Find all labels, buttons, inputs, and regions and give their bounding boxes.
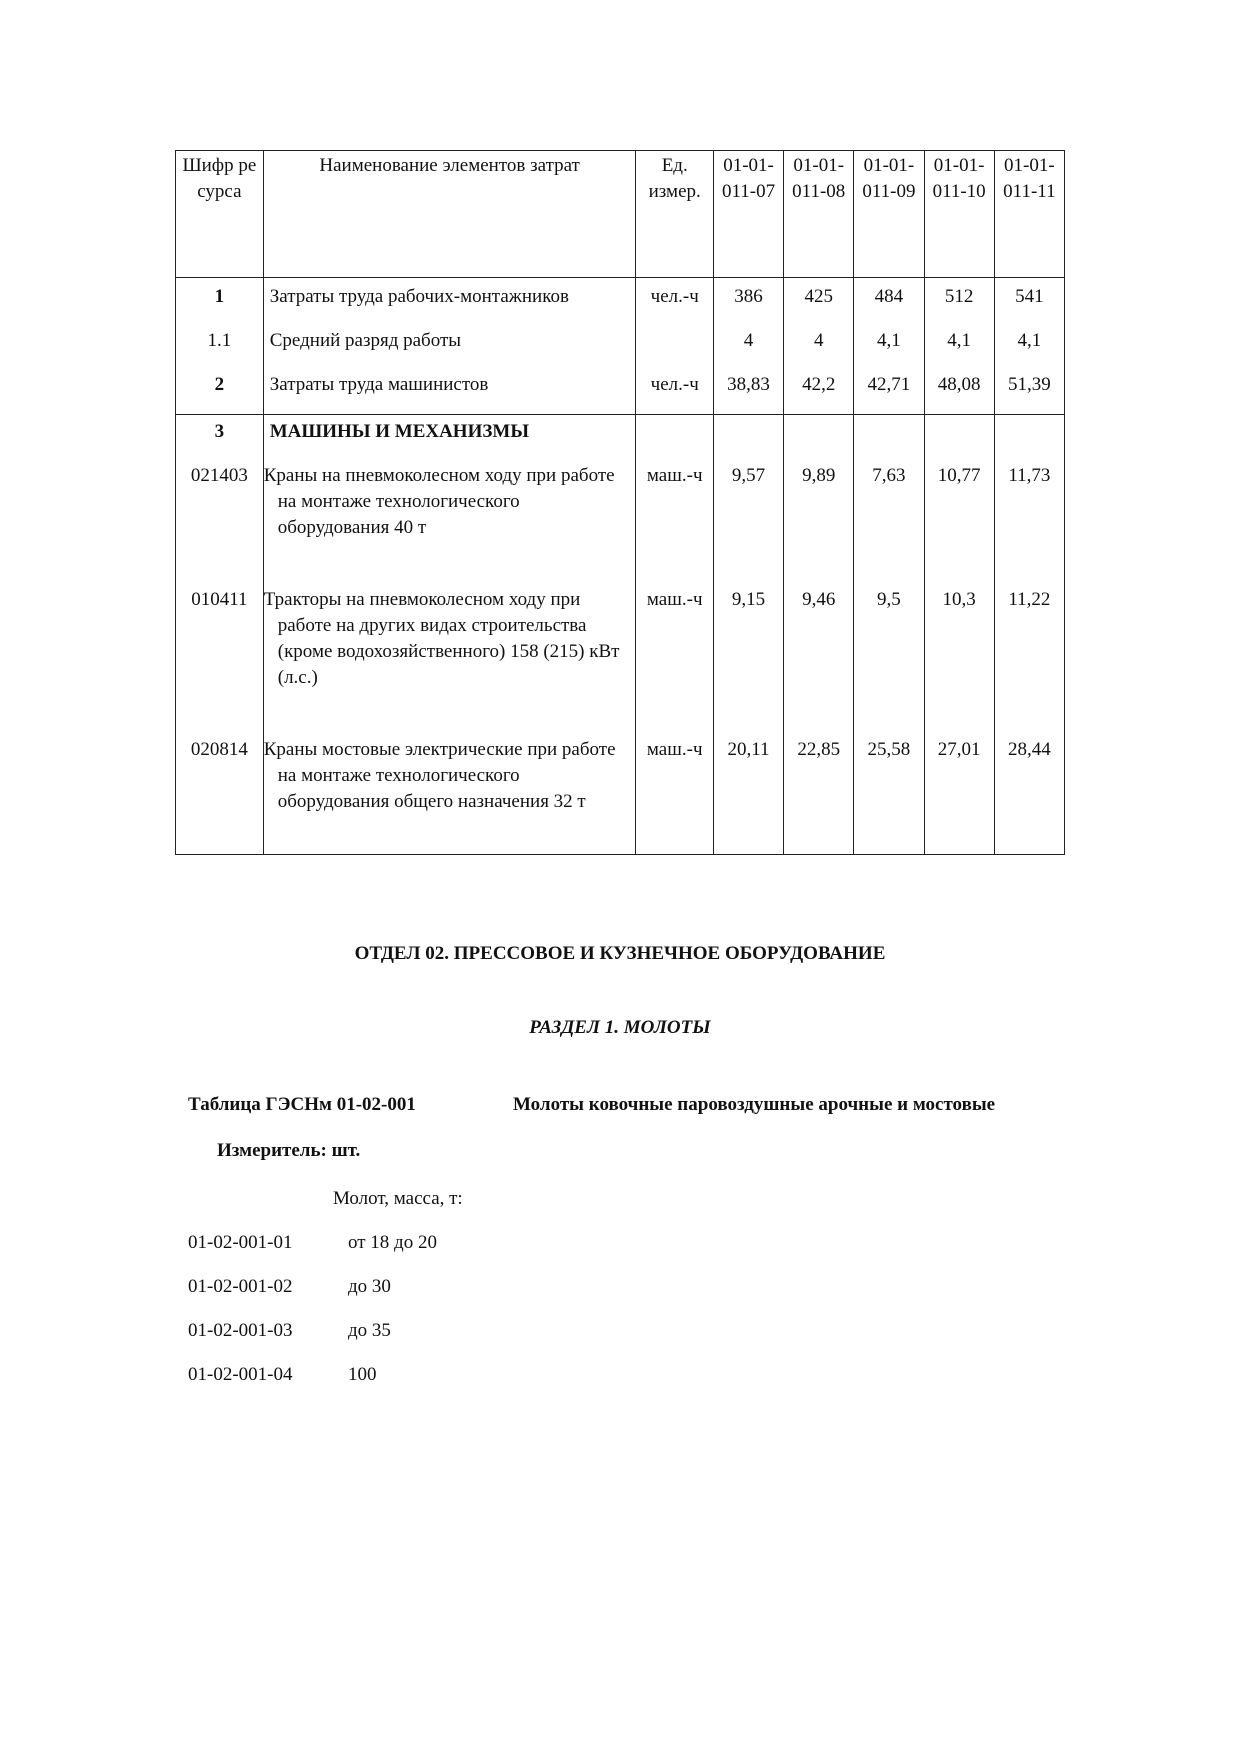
row-value: 9,15 — [713, 579, 783, 729]
row-name: Затраты труда рабочих-монтажников — [263, 278, 636, 322]
row-value: 7,63 — [854, 455, 924, 579]
row-unit: маш.-ч — [636, 729, 713, 855]
row-name: Краны на пневмоколесном ходу при работе на монтаже технологического оборудования 40 т — [263, 455, 636, 579]
item-code: 01-02-001-03 — [188, 1320, 293, 1341]
table-row — [176, 455, 1065, 579]
item-value: до 35 — [348, 1320, 391, 1341]
header-name: Наименование элементов затрат — [263, 151, 636, 278]
row-unit: чел.-ч — [636, 278, 713, 322]
row-unit: маш.-ч — [636, 579, 713, 729]
list-item — [188, 1232, 437, 1276]
row-code: 1.1 — [176, 322, 264, 366]
department-title: ОТДЕЛ 02. ПРЕССОВОЕ И КУЗНЕЧНОЕ ОБОРУДОВАНИЕ — [354, 943, 886, 964]
row-code: 020814 — [176, 729, 264, 855]
row-value — [784, 415, 854, 455]
row-value: 11,73 — [994, 455, 1064, 579]
item-code: 01-02-001-02 — [188, 1276, 293, 1297]
row-value: 25,58 — [854, 729, 924, 855]
list-item — [188, 1276, 391, 1320]
norm-table-heading — [188, 1094, 996, 1116]
row-value: 4 — [713, 322, 783, 366]
list-item — [188, 1320, 391, 1364]
row-code: 1 — [176, 278, 264, 322]
header-col-3: 01-01-011-09 — [854, 151, 924, 278]
row-code: 021403 — [176, 455, 264, 579]
row-value: 386 — [713, 278, 783, 322]
row-code: 2 — [176, 366, 264, 415]
table-row — [176, 729, 1065, 855]
row-value: 27,01 — [924, 729, 994, 855]
row-code: 010411 — [176, 579, 264, 729]
row-name: Затраты труда машинистов — [263, 366, 636, 415]
header-col-1: 01-01-011-07 — [713, 151, 783, 278]
item-value: до 30 — [348, 1276, 391, 1297]
parameter-label: Молот, масса, т: — [333, 1188, 463, 1209]
norm-table-label: Таблица ГЭСНм 01-02-001 — [188, 1094, 416, 1115]
row-value: 4,1 — [994, 322, 1064, 366]
row-value: 512 — [924, 278, 994, 322]
table-row — [176, 366, 1065, 415]
item-value: 100 — [348, 1364, 377, 1385]
row-value: 42,2 — [784, 366, 854, 415]
row-unit: чел.-ч — [636, 366, 713, 415]
row-value: 9,89 — [784, 455, 854, 579]
item-value: от 18 до 20 — [348, 1232, 437, 1253]
table-row — [176, 278, 1065, 322]
row-name: Тракторы на пневмоколесном ходу при работе на других видах строительства (кроме водохозяйственного) 158 (215) кВт (л.с.) — [263, 579, 636, 729]
row-value: 484 — [854, 278, 924, 322]
row-value: 4,1 — [924, 322, 994, 366]
row-name: МАШИНЫ И МЕХАНИЗМЫ — [263, 415, 636, 455]
row-name: Краны мостовые электрические при работе на монтаже технологического оборудования общего назначения 32 т — [263, 729, 636, 855]
row-unit — [636, 415, 713, 455]
row-value: 9,46 — [784, 579, 854, 729]
row-value: 4 — [784, 322, 854, 366]
row-value: 4,1 — [854, 322, 924, 366]
row-value — [924, 415, 994, 455]
row-value: 10,3 — [924, 579, 994, 729]
row-value: 9,57 — [713, 455, 783, 579]
row-value — [994, 415, 1064, 455]
row-value: 51,39 — [994, 366, 1064, 415]
norm-table-name: Молоты ковочные паровоздушные арочные и мостовые — [513, 1094, 996, 1115]
table-row — [176, 415, 1065, 455]
row-value: 10,77 — [924, 455, 994, 579]
row-value — [713, 415, 783, 455]
meter-label: Измеритель: шт. — [217, 1140, 361, 1161]
norm-items-list — [188, 1232, 437, 1408]
resource-table — [175, 150, 1065, 855]
row-value — [854, 415, 924, 455]
header-unit: Ед. измер. — [636, 151, 713, 278]
row-value: 425 — [784, 278, 854, 322]
row-value: 20,11 — [713, 729, 783, 855]
item-code: 01-02-001-04 — [188, 1364, 293, 1385]
table-row — [176, 579, 1065, 729]
row-value: 48,08 — [924, 366, 994, 415]
row-value: 42,71 — [854, 366, 924, 415]
item-code: 01-02-001-01 — [188, 1232, 293, 1253]
section-title: РАЗДЕЛ 1. МОЛОТЫ — [529, 1017, 711, 1038]
table-header-row — [176, 151, 1065, 278]
row-unit: маш.-ч — [636, 455, 713, 579]
header-col-5: 01-01-011-11 — [994, 151, 1064, 278]
row-code: 3 — [176, 415, 264, 455]
row-value: 28,44 — [994, 729, 1064, 855]
table-row — [176, 322, 1065, 366]
row-name: Средний разряд работы — [263, 322, 636, 366]
row-unit — [636, 322, 713, 366]
row-value: 38,83 — [713, 366, 783, 415]
row-value: 11,22 — [994, 579, 1064, 729]
row-value: 9,5 — [854, 579, 924, 729]
header-col-4: 01-01-011-10 — [924, 151, 994, 278]
row-value: 541 — [994, 278, 1064, 322]
header-code: Шифр ресурса — [176, 151, 264, 278]
header-col-2: 01-01-011-08 — [784, 151, 854, 278]
list-item — [188, 1364, 377, 1408]
row-value: 22,85 — [784, 729, 854, 855]
